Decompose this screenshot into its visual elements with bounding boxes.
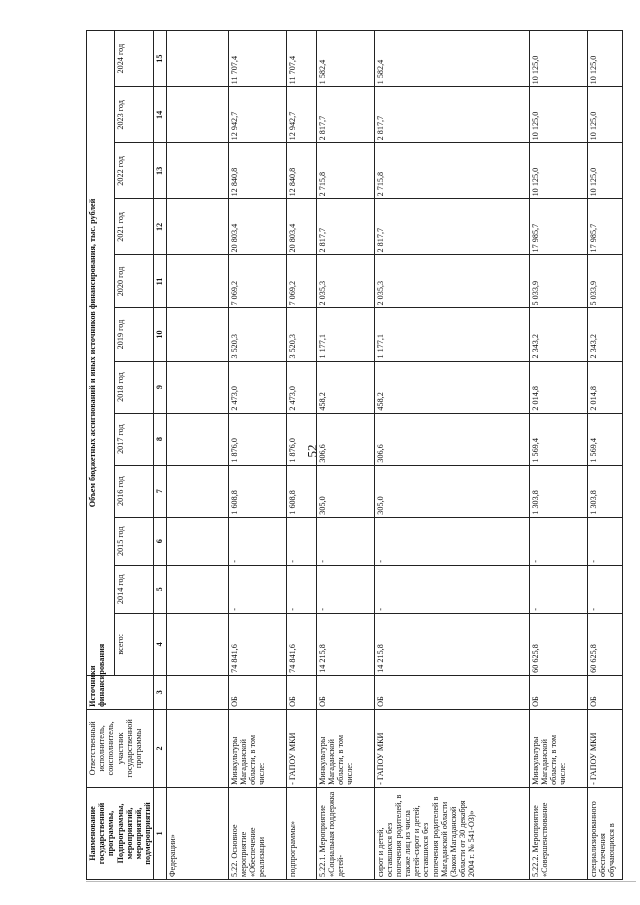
column-number: 4 xyxy=(154,613,166,675)
row-value-cell xyxy=(166,308,228,361)
header-total: всего: xyxy=(115,613,154,675)
row-value-cell: 1 876,0 xyxy=(228,413,286,465)
table-row xyxy=(316,31,374,880)
row-value-cell: 10 125,0 xyxy=(587,31,622,87)
header-year: 2019 год xyxy=(115,308,154,361)
row-value-cell: 12 840,8 xyxy=(228,143,286,199)
row-value-cell: 305,0 xyxy=(374,465,529,517)
row-value-cell: 1 303,8 xyxy=(587,465,622,517)
row-value-cell: - xyxy=(587,517,622,565)
page-number: 52 xyxy=(304,444,320,458)
row-responsible-cell xyxy=(166,709,228,787)
row-value-cell xyxy=(166,613,228,675)
row-value-cell: 17 985,7 xyxy=(587,199,622,255)
table-row xyxy=(286,31,316,880)
row-value-cell: - xyxy=(374,565,529,613)
row-value-cell: 7 069,2 xyxy=(228,255,286,308)
row-value-cell: 1 608,8 xyxy=(286,465,316,517)
column-number: 1 xyxy=(154,787,166,879)
header-name: Наименование государственной программы, Подпрограммы, мероприятий, мероприятий, подмероприятий xyxy=(87,787,154,879)
row-value-cell: - xyxy=(529,517,587,565)
row-value-cell: - xyxy=(228,565,286,613)
row-value-cell: 2 817,7 xyxy=(316,87,374,143)
row-value-cell: 1 582,4 xyxy=(374,31,529,87)
row-value-cell: 20 803,4 xyxy=(228,199,286,255)
row-value-cell: 2 035,3 xyxy=(374,255,529,308)
row-name-cell: Федерации» xyxy=(166,787,228,879)
table-row xyxy=(166,31,228,880)
row-value-cell: 10 125,0 xyxy=(529,143,587,199)
row-value-cell: 305,0 xyxy=(316,465,374,517)
row-value-cell: 74 841,6 xyxy=(228,613,286,675)
row-value-cell: - xyxy=(374,517,529,565)
row-value-cell: - xyxy=(316,565,374,613)
row-value-cell: 10 125,0 xyxy=(587,87,622,143)
column-number: 2 xyxy=(154,709,166,787)
row-value-cell: 1 177,1 xyxy=(374,308,529,361)
row-value-cell: 2 014,8 xyxy=(529,361,587,413)
row-value-cell: - xyxy=(316,517,374,565)
header-source: Источники финансирования xyxy=(87,675,154,709)
row-responsible-cell: - ГАПОУ МКИ xyxy=(587,709,622,787)
row-value-cell: 1 582,4 xyxy=(316,31,374,87)
row-responsible-cell: - ГАПОУ МКИ xyxy=(374,709,529,787)
table-row xyxy=(587,31,622,880)
row-value-cell: 1 303,8 xyxy=(529,465,587,517)
row-value-cell: 20 803,4 xyxy=(286,199,316,255)
row-name-cell: сирот и детей, оставшихся без попечения родителей, в также лиц из числа детей-сирот и детей, оставшихся без попечения родителей в Магаданской области (Закон Магаданской области от 30 декабря 2004 г. № 541-ОЗ)» xyxy=(374,787,529,879)
row-value-cell: 12 942,7 xyxy=(228,87,286,143)
row-value-cell xyxy=(166,465,228,517)
header-year: 2014 год xyxy=(115,565,154,613)
row-value-cell: 60 625,8 xyxy=(529,613,587,675)
row-value-cell: 2 715,8 xyxy=(374,143,529,199)
row-value-cell: 7 069,2 xyxy=(286,255,316,308)
row-value-cell: 1 876,0 xyxy=(286,413,316,465)
column-number: 6 xyxy=(154,517,166,565)
row-value-cell: 1 608,8 xyxy=(228,465,286,517)
row-value-cell: 14 215,8 xyxy=(374,613,529,675)
row-value-cell: 2 817,7 xyxy=(374,87,529,143)
table-row xyxy=(374,31,529,880)
row-value-cell: 5 033,9 xyxy=(529,255,587,308)
row-source-cell: ОБ xyxy=(228,675,286,709)
page-edge-line xyxy=(86,881,636,882)
header-year: 2024 год xyxy=(115,31,154,87)
row-value-cell: - xyxy=(286,565,316,613)
row-value-cell: 10 125,0 xyxy=(529,31,587,87)
row-value-cell: 60 625,8 xyxy=(587,613,622,675)
row-responsible-cell: - ГАПОУ МКИ xyxy=(286,709,316,787)
row-value-cell xyxy=(166,413,228,465)
row-value-cell: - xyxy=(529,565,587,613)
row-value-cell xyxy=(166,87,228,143)
row-value-cell xyxy=(166,565,228,613)
row-value-cell: 5 033,9 xyxy=(587,255,622,308)
row-value-cell: 1 177,1 xyxy=(316,308,374,361)
row-name-cell: подпрограммы» xyxy=(286,787,316,879)
row-value-cell: 458,2 xyxy=(316,361,374,413)
header-responsible: Ответственный исполнитель, соисполнитель, участник государственной программы xyxy=(87,709,154,787)
row-value-cell: - xyxy=(587,565,622,613)
row-value-cell: 2 473,0 xyxy=(228,361,286,413)
row-name-cell: 5.22.2. Мероприятие «Совершенствование xyxy=(529,787,587,879)
row-value-cell: - xyxy=(286,517,316,565)
row-value-cell: 306,6 xyxy=(316,413,374,465)
row-value-cell xyxy=(166,143,228,199)
row-value-cell: 306,6 xyxy=(374,413,529,465)
column-number: 15 xyxy=(154,31,166,87)
row-source-cell: ОБ xyxy=(587,675,622,709)
column-number: 3 xyxy=(154,675,166,709)
table-row xyxy=(228,31,286,880)
row-value-cell: 10 125,0 xyxy=(529,87,587,143)
row-source-cell: ОБ xyxy=(286,675,316,709)
header-year: 2023 год xyxy=(115,87,154,143)
row-value-cell: 74 841,6 xyxy=(286,613,316,675)
row-responsible-cell: Минкультуры Магаданской области, в том числе: xyxy=(228,709,286,787)
row-value-cell: 10 125,0 xyxy=(587,143,622,199)
row-value-cell: 1 569,4 xyxy=(529,413,587,465)
table-body xyxy=(166,31,622,880)
column-number: 14 xyxy=(154,87,166,143)
row-value-cell xyxy=(166,255,228,308)
row-value-cell xyxy=(166,31,228,87)
row-value-cell xyxy=(166,361,228,413)
header-year: 2016 год xyxy=(115,465,154,517)
row-value-cell: 3 520,3 xyxy=(228,308,286,361)
column-number: 5 xyxy=(154,565,166,613)
row-value-cell xyxy=(166,517,228,565)
row-source-cell: ОБ xyxy=(316,675,374,709)
row-value-cell: 11 707,4 xyxy=(228,31,286,87)
row-value-cell: 11 707,4 xyxy=(286,31,316,87)
column-number: 9 xyxy=(154,361,166,413)
row-value-cell: 2 473,0 xyxy=(286,361,316,413)
column-number: 11 xyxy=(154,255,166,308)
row-value-cell: 2 035,3 xyxy=(316,255,374,308)
column-number: 10 xyxy=(154,308,166,361)
row-source-cell: ОБ xyxy=(374,675,529,709)
header-year: 2015 год xyxy=(115,517,154,565)
column-number: 13 xyxy=(154,143,166,199)
row-source-cell: ОБ xyxy=(529,675,587,709)
row-value-cell: 17 985,7 xyxy=(529,199,587,255)
row-value-cell: 3 520,3 xyxy=(286,308,316,361)
table-row xyxy=(529,31,587,880)
column-number-row xyxy=(154,31,166,880)
column-number: 8 xyxy=(154,413,166,465)
row-value-cell: 2 817,7 xyxy=(316,199,374,255)
row-name-cell: специализированного обеспечения обучающихся в xyxy=(587,787,622,879)
column-number: 7 xyxy=(154,465,166,517)
column-number: 12 xyxy=(154,199,166,255)
row-name-cell: 5.22.1. Мероприятие «Социальная поддержка детей- xyxy=(316,787,374,879)
funding-table xyxy=(86,30,623,880)
row-value-cell: 2 817,7 xyxy=(374,199,529,255)
row-value-cell: 2 014,8 xyxy=(587,361,622,413)
row-responsible-cell: Минкультуры Магаданской области, в том числе: xyxy=(316,709,374,787)
header-year: 2018 год xyxy=(115,361,154,413)
row-value-cell: 2 715,8 xyxy=(316,143,374,199)
row-value-cell xyxy=(166,199,228,255)
header-year: 2020 год xyxy=(115,255,154,308)
row-value-cell: 1 569,4 xyxy=(587,413,622,465)
row-value-cell: 14 215,8 xyxy=(316,613,374,675)
row-value-cell: 12 840,8 xyxy=(286,143,316,199)
row-value-cell: - xyxy=(228,517,286,565)
row-responsible-cell: Минкультуры Магаданской области, в том числе: xyxy=(529,709,587,787)
row-value-cell: 12 942,7 xyxy=(286,87,316,143)
header-year: 2022 год xyxy=(115,143,154,199)
rotated-table-container xyxy=(86,30,636,880)
header-year: 2017 год xyxy=(115,413,154,465)
row-value-cell: 2 343,2 xyxy=(587,308,622,361)
row-source-cell xyxy=(166,675,228,709)
header-year: 2021 год xyxy=(115,199,154,255)
row-value-cell: 2 343,2 xyxy=(529,308,587,361)
row-name-cell: 5.22. Основное мероприятие «Обеспечение реализации xyxy=(228,787,286,879)
row-value-cell: 458,2 xyxy=(374,361,529,413)
header-funding-group: Объем бюджетных ассигнований и иных источников финансирования, тыс. рублей xyxy=(87,31,115,676)
